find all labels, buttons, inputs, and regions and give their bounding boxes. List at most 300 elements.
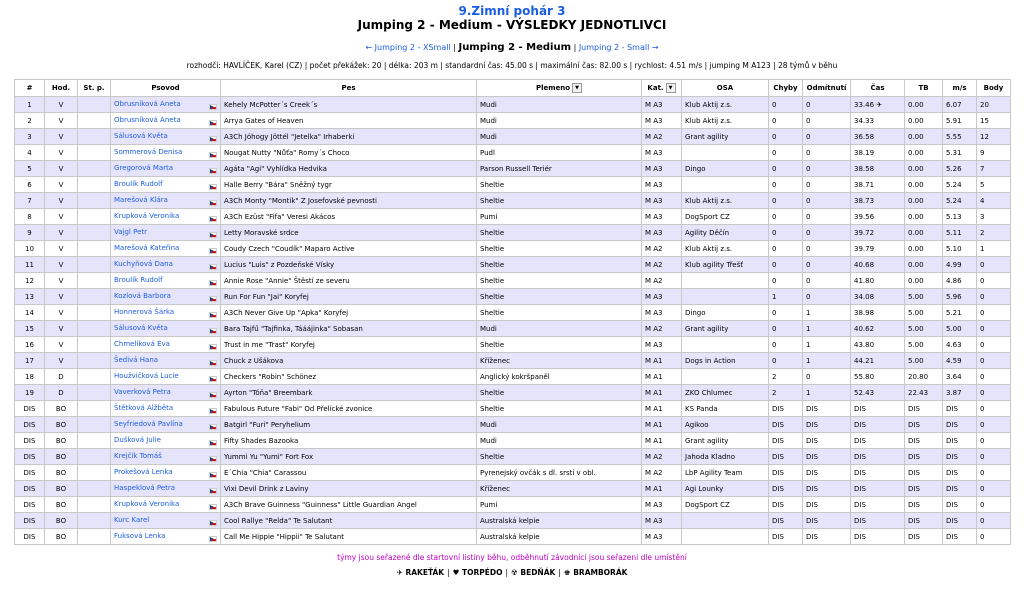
cell-refusals (803, 321, 851, 337)
cell-handler[interactable] (111, 449, 221, 465)
cell-handler[interactable] (111, 433, 221, 449)
cell-time (851, 225, 905, 241)
cell-handler[interactable] (111, 193, 221, 209)
cell-refusals (803, 513, 851, 529)
cell-speed (943, 385, 977, 401)
cell-text: 40.62 (854, 324, 875, 333)
cell-club (682, 113, 769, 129)
table-row (15, 193, 1011, 209)
cell-text: M A3 (645, 212, 663, 221)
legend-separator: | (505, 568, 509, 577)
cell-text: 0 (806, 180, 811, 189)
cell-text: 0 (980, 436, 985, 445)
cell-refusals (803, 145, 851, 161)
cell-handler[interactable] (111, 145, 221, 161)
cell-category (642, 353, 682, 369)
cell-text: 7 (27, 196, 32, 205)
cell-refusals (803, 193, 851, 209)
cell-text: Mudi (480, 420, 497, 429)
cell-text: Dušková Julie (114, 435, 161, 444)
cell-club (682, 385, 769, 401)
cell-text: Sheltie (480, 244, 505, 253)
cell-text: DIS (23, 500, 36, 509)
cell-time-faults (905, 305, 943, 321)
cell-category (642, 225, 682, 241)
cell-dog (221, 401, 477, 417)
event-title: 9.Zimní pohár 3 (458, 4, 566, 18)
cell-speed (943, 113, 977, 129)
legend-label: RAKEŤÁK (405, 568, 445, 577)
czech-flag-icon (209, 392, 217, 398)
cell-time (851, 273, 905, 289)
cell-start-no (78, 321, 111, 337)
col-header-handler (111, 80, 221, 97)
cell-grade (45, 353, 78, 369)
cell-start-no (78, 353, 111, 369)
cell-club (682, 241, 769, 257)
cell-faults (769, 465, 803, 481)
cell-text: Agi Lounky (685, 484, 724, 493)
cell-text: M A3 (645, 500, 663, 509)
prev-run-link[interactable]: ← Jumping 2 - XSmall (365, 43, 451, 52)
cell-text: DIS (772, 452, 784, 461)
table-row (15, 513, 1011, 529)
cell-text: 0 (980, 420, 985, 429)
cell-text: Prokešová Lenka (114, 467, 173, 476)
cell-speed (943, 353, 977, 369)
torpedo-icon: ♥ (452, 568, 462, 577)
table-row (15, 209, 1011, 225)
cell-handler[interactable] (111, 305, 221, 321)
cell-text: V (58, 212, 64, 221)
cell-text: DIS (946, 436, 958, 445)
cell-text: Pyrenejský ovčák s dl. srstí v obl. (480, 468, 596, 477)
cell-text: M A2 (645, 244, 663, 253)
cell-handler[interactable] (111, 161, 221, 177)
cell-text: BO (55, 468, 67, 477)
cell-text: Australská kelpie (480, 532, 540, 541)
cell-category (642, 241, 682, 257)
cell-start-no (78, 113, 111, 129)
table-row (15, 97, 1011, 113)
cell-points (977, 97, 1011, 113)
cell-text: 3.87 (946, 388, 962, 397)
cell-text: Mudi (480, 436, 497, 445)
cell-faults (769, 241, 803, 257)
cell-time-faults (905, 529, 943, 545)
cell-club (682, 353, 769, 369)
cell-text: DIS (908, 468, 920, 477)
cell-text: M A3 (645, 100, 663, 109)
col-header-label: OSA (716, 84, 734, 92)
rocket-icon: ✈ (874, 100, 883, 109)
cell-text: 39.56 (854, 212, 875, 221)
cell-points (977, 145, 1011, 161)
cell-text: 5.00 (908, 292, 924, 301)
cell-handler[interactable] (111, 113, 221, 129)
cell-text: V (58, 148, 64, 157)
next-run-link[interactable]: Jumping 2 - Small → (578, 43, 659, 52)
cell-time-faults (905, 273, 943, 289)
cell-speed (943, 513, 977, 529)
cell-time (851, 209, 905, 225)
cell-text: Chmelíková Eva (114, 339, 170, 348)
cell-text: V (58, 164, 64, 173)
cell-dog (221, 193, 477, 209)
cell-rank (15, 353, 45, 369)
cell-start-no (78, 401, 111, 417)
cell-handler[interactable] (111, 337, 221, 353)
cell-refusals (803, 401, 851, 417)
czech-flag-icon (209, 264, 217, 270)
czech-flag-icon (209, 168, 217, 174)
cell-text: 0 (806, 148, 811, 157)
cell-text: V (58, 116, 64, 125)
cell-text: V (58, 308, 64, 317)
cell-text: DIS (23, 420, 36, 429)
cell-speed (943, 529, 977, 545)
cell-rank (15, 193, 45, 209)
cell-breed (477, 497, 642, 513)
col-header-time-faults (905, 80, 943, 97)
czech-flag-icon (209, 456, 217, 462)
cell-points (977, 129, 1011, 145)
cell-breed (477, 177, 642, 193)
cell-text: 34.33 (854, 116, 875, 125)
cell-text: 0.00 (908, 148, 924, 157)
cell-text: V (58, 132, 64, 141)
cell-text: 0.00 (908, 164, 924, 173)
col-header-faults (769, 80, 803, 97)
cell-text: Seyfriedová Pavlína (114, 419, 183, 428)
cell-dog (221, 273, 477, 289)
cell-text: 8 (27, 212, 32, 221)
cell-dog (221, 241, 477, 257)
cell-start-no (78, 161, 111, 177)
cell-text: 7 (980, 164, 985, 173)
cell-start-no (78, 305, 111, 321)
cell-text: Sheltie (480, 404, 505, 413)
cell-club (682, 449, 769, 465)
cell-club (682, 401, 769, 417)
cell-text: DIS (854, 420, 866, 429)
cell-breed (477, 529, 642, 545)
table-row (15, 369, 1011, 385)
table-row (15, 529, 1011, 545)
results-table (14, 79, 1011, 545)
cell-points (977, 177, 1011, 193)
cell-handler[interactable] (111, 129, 221, 145)
cell-handler[interactable] (111, 241, 221, 257)
cell-time-faults (905, 449, 943, 465)
cell-text: Grant agility (685, 436, 729, 445)
cell-start-no (78, 481, 111, 497)
cell-text: Sommerová Denisa (114, 147, 183, 156)
cell-text: 0 (772, 340, 777, 349)
table-row (15, 161, 1011, 177)
cell-text: 0 (772, 132, 777, 141)
cell-points (977, 193, 1011, 209)
cell-category (642, 529, 682, 545)
col-header-rank (15, 80, 45, 97)
cell-time (851, 337, 905, 353)
cell-text: 0 (806, 100, 811, 109)
cell-faults (769, 513, 803, 529)
cell-text: 0 (980, 516, 985, 525)
cell-handler[interactable] (111, 481, 221, 497)
table-row (15, 497, 1011, 513)
cell-refusals (803, 449, 851, 465)
cell-club (682, 129, 769, 145)
cell-dog (221, 465, 477, 481)
cell-text: Annie Rose "Annie" Štěstí ze severu (224, 276, 350, 285)
cell-text: M A1 (645, 356, 663, 365)
col-header-club (682, 80, 769, 97)
cell-grade (45, 321, 78, 337)
cell-speed (943, 481, 977, 497)
cell-handler[interactable] (111, 97, 221, 113)
cell-text: Nougat Nutty "Nůťa" Romy´s Choco (224, 148, 350, 157)
cell-text: 40.68 (854, 260, 875, 269)
cell-faults (769, 145, 803, 161)
cell-text: DIS (908, 420, 920, 429)
cell-text: DIS (854, 484, 866, 493)
podium-icon: ☢ (511, 568, 521, 577)
czech-flag-icon (209, 360, 217, 366)
cell-text: M A2 (645, 276, 663, 285)
cell-points (977, 369, 1011, 385)
cell-faults (769, 257, 803, 273)
cell-text: DIS (772, 404, 784, 413)
cell-text: 0 (980, 260, 985, 269)
cell-start-no (78, 257, 111, 273)
cell-text: DogSport CZ (685, 500, 730, 509)
cell-text: Jahoda Kladno (685, 452, 736, 461)
cell-category (642, 369, 682, 385)
cell-time (851, 497, 905, 513)
cell-category (642, 209, 682, 225)
cell-handler[interactable] (111, 529, 221, 545)
cell-dog (221, 209, 477, 225)
cell-grade (45, 385, 78, 401)
cell-handler[interactable] (111, 289, 221, 305)
cell-category (642, 417, 682, 433)
cell-category (642, 481, 682, 497)
cell-faults (769, 193, 803, 209)
cell-breed (477, 481, 642, 497)
cell-start-no (78, 385, 111, 401)
cell-time-faults (905, 321, 943, 337)
cell-grade (45, 273, 78, 289)
cell-text: Fabulous Future "Fabi" Od Přelícké zvonice (224, 404, 373, 413)
cell-text: 16 (25, 340, 34, 349)
cell-text: Anglický kokršpaněl (480, 372, 550, 381)
cell-text: M A3 (645, 516, 663, 525)
cell-text: DIS (23, 468, 36, 477)
cell-handler[interactable] (111, 321, 221, 337)
cell-points (977, 337, 1011, 353)
table-row (15, 401, 1011, 417)
cell-text: M A1 (645, 388, 663, 397)
czech-flag-icon (209, 184, 217, 190)
cell-text: Honnerová Šárka (114, 307, 175, 316)
cell-text: 0 (772, 212, 777, 221)
cell-refusals (803, 241, 851, 257)
cell-text: Run For Fun "Jai" Koryfej (224, 292, 309, 301)
cell-text: Agility Děčín (685, 228, 730, 237)
cell-grade (45, 97, 78, 113)
cell-text: 5.13 (946, 212, 962, 221)
cell-handler[interactable] (111, 465, 221, 481)
cell-rank (15, 113, 45, 129)
cell-club (682, 497, 769, 513)
cell-dog (221, 433, 477, 449)
cell-text: 15 (980, 116, 989, 125)
cell-text: V (58, 356, 64, 365)
cell-time (851, 177, 905, 193)
cell-text: 38.98 (854, 308, 875, 317)
current-run: Jumping 2 - Medium (458, 42, 572, 53)
cell-grade (45, 369, 78, 385)
czech-flag-icon (209, 296, 217, 302)
cell-rank (15, 129, 45, 145)
sort-dropdown-icon[interactable]: ▼ (572, 83, 582, 93)
czech-flag-icon (209, 376, 217, 382)
czech-flag-icon (209, 280, 217, 286)
cell-speed (943, 321, 977, 337)
cell-text: DIS (854, 404, 866, 413)
cell-handler[interactable] (111, 513, 221, 529)
cell-faults (769, 225, 803, 241)
cell-category (642, 385, 682, 401)
results-page (0, 4, 1024, 577)
cell-text: 10 (25, 244, 34, 253)
cell-category (642, 449, 682, 465)
cell-breed (477, 145, 642, 161)
cell-category (642, 465, 682, 481)
cell-rank (15, 177, 45, 193)
cell-handler[interactable] (111, 385, 221, 401)
run-info: rozhodčí: HAVLÍČEK, Karel (CZ) | počet překážek: 20 | délka: 203 m | standardní čas: 45.00 s | maximální čas: 82.00 s | rychlost: 4.51 m/s | jumping M A123 | 28 týmů v běhu (186, 61, 838, 70)
cell-text: 0.00 (908, 132, 924, 141)
cell-faults (769, 433, 803, 449)
cell-points (977, 305, 1011, 321)
cell-text: 1 (806, 388, 811, 397)
cell-text: 0 (980, 468, 985, 477)
cell-text: Parson Russell Teriér (480, 164, 552, 173)
cell-text: DIS (772, 436, 784, 445)
cell-text: 14 (25, 308, 34, 317)
czech-flag-icon (209, 440, 217, 446)
cell-text: BO (55, 404, 67, 413)
cell-text: 5.24 (946, 196, 962, 205)
cell-handler[interactable] (111, 417, 221, 433)
cell-points (977, 497, 1011, 513)
cell-text: Arrya Gates of Heaven (224, 116, 304, 125)
cell-text: 0 (772, 244, 777, 253)
cell-dog (221, 305, 477, 321)
cell-handler[interactable] (111, 353, 221, 369)
table-row (15, 177, 1011, 193)
cell-points (977, 241, 1011, 257)
cell-handler[interactable] (111, 401, 221, 417)
cell-category (642, 193, 682, 209)
cell-text: 2 (772, 372, 777, 381)
cell-handler[interactable] (111, 273, 221, 289)
cell-handler[interactable] (111, 225, 221, 241)
table-row (15, 385, 1011, 401)
czech-flag-icon (209, 504, 217, 510)
cell-rank (15, 433, 45, 449)
cell-text: BO (55, 436, 67, 445)
cell-text: KS Panda (685, 404, 718, 413)
cell-club (682, 257, 769, 273)
cell-text: 0 (806, 212, 811, 221)
cell-rank (15, 465, 45, 481)
cell-club (682, 209, 769, 225)
cell-text: V (58, 196, 64, 205)
cell-text: 43.80 (854, 340, 875, 349)
cell-rank (15, 273, 45, 289)
cell-handler[interactable] (111, 257, 221, 273)
cell-speed (943, 241, 977, 257)
cell-text: M A2 (645, 452, 663, 461)
cell-text: Mudi (480, 132, 497, 141)
cell-text: Kříženec (480, 356, 510, 365)
cell-text: 0 (980, 500, 985, 509)
cell-category (642, 337, 682, 353)
cell-grade (45, 289, 78, 305)
cell-time-faults (905, 337, 943, 353)
cell-handler[interactable] (111, 177, 221, 193)
cell-grade (45, 401, 78, 417)
cell-category (642, 497, 682, 513)
sort-dropdown-icon[interactable]: ▼ (666, 83, 676, 93)
cell-text: 22.43 (908, 388, 929, 397)
cell-text: 3 (980, 212, 985, 221)
cell-text: Vixi Devil Drink z Laviny (224, 484, 309, 493)
cell-text: DIS (854, 436, 866, 445)
cell-time-faults (905, 417, 943, 433)
cell-text: E´Chia "Chia" Carassou (224, 468, 307, 477)
cell-handler[interactable] (111, 497, 221, 513)
cell-text: Call Me Hippie "Hippii" Te Salutant (224, 532, 345, 541)
cell-text: Letty Moravské srdce (224, 228, 299, 237)
cell-text: 3 (27, 132, 32, 141)
cell-text: M A3 (645, 116, 663, 125)
cell-text: 4.59 (946, 356, 962, 365)
cell-faults (769, 417, 803, 433)
cell-speed (943, 257, 977, 273)
cell-text: V (58, 260, 64, 269)
cell-handler[interactable] (111, 369, 221, 385)
cell-faults (769, 129, 803, 145)
cell-breed (477, 273, 642, 289)
cell-text: Sheltie (480, 276, 505, 285)
cell-text: DIS (946, 404, 958, 413)
cell-grade (45, 161, 78, 177)
cell-time-faults (905, 241, 943, 257)
cell-text: 0 (806, 116, 811, 125)
cell-handler[interactable] (111, 209, 221, 225)
cell-dog (221, 353, 477, 369)
cell-text: 33.46 (854, 100, 875, 109)
cell-club (682, 321, 769, 337)
potato-icon: ♚ (563, 568, 574, 577)
cell-time (851, 433, 905, 449)
cell-start-no (78, 177, 111, 193)
cell-text: V (58, 228, 64, 237)
